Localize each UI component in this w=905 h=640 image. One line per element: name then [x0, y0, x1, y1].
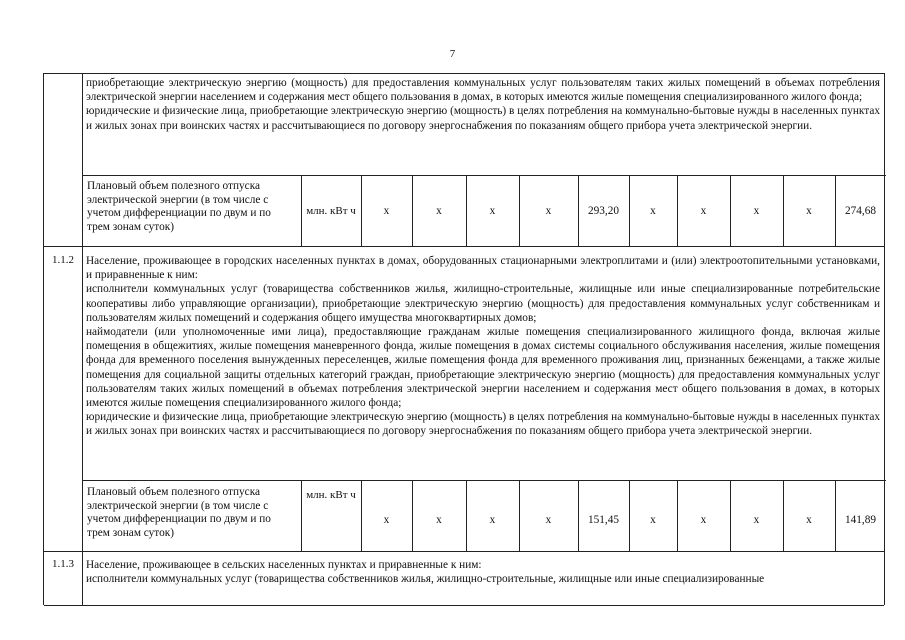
row1-value: х [700, 205, 707, 217]
row2-value: х [753, 514, 760, 526]
intro-text [86, 76, 880, 133]
row2-value: х [806, 514, 812, 526]
row1-label: Плановый объем полезного отпуска электрической энергии (в том числе с учетом дифференциации по двум и по трем зонам суток) [87, 180, 271, 233]
row1-value: х [545, 205, 552, 217]
section-number-1-1-3: 1.1.3 [52, 558, 74, 570]
row2-value: 151,45 [587, 514, 620, 526]
number-column-divider [82, 74, 83, 606]
row2-value: х [489, 514, 496, 526]
row1-value: х [436, 205, 442, 217]
section-1-1-3-text [86, 558, 880, 586]
section-1-1-3-paragraph-1: Население, проживающее в сельских населенных пунктах и приравненные к ним: [86, 559, 482, 571]
row2-col-line [301, 480, 302, 551]
row1-unit: млн. кВт ч [306, 205, 356, 217]
section-1-1-3-paragraph-2: исполнители коммунальных услуг (товарищества собственников жилья, жилищно-строительные, жилищные или иные специализированные [86, 573, 765, 586]
row2-unit: млн. кВт ч [306, 489, 356, 501]
row1-value: 274,68 [844, 205, 877, 217]
section-1-1-2-paragraph-4: юридические и физические лица, приобретающие электрическую энергию (мощность) в целях потребления на коммунально-бытовые нужды в населенных пунктах и жилых зонах при воинских частях и рассчитывающиеся по договору энергоснабжения по показаниям общего прибора учета электрической энергии. [86, 411, 880, 438]
section-1-1-2-paragraph-3: наймодатели (или уполномоченные ими лица), предоставляющие гражданам жилые помещения специализированного жилищного фонда, включая жилые помещения в общежитиях, жилые помещения маневренного фонда, жилые помещения в домах системы социального обслуживания населения, жилые помещения фонда для временного поселения вынужденных переселенцев, жилые помещения фонда для временного проживания лиц, признанных беженцами, а также жилые помещения для социальной защиты отдельных категорий граждан, приобретающие электрическую энергию (мощность) для предоставления коммунальных услуг пользователям таких жилых помещений в объемах потребления электрической энергии населением и содержания мест общего пользования в домах, в которых имеются жилые помещения специализированного жилого фонда; [86, 326, 880, 410]
row1-value: х [489, 205, 496, 217]
row-divider-4 [44, 551, 884, 552]
row2-value: х [436, 514, 442, 526]
row2-value: 141,89 [844, 514, 877, 526]
row-divider-1 [82, 175, 886, 176]
row1-value: х [383, 205, 390, 217]
row2-value: х [700, 514, 707, 526]
intro-paragraph-1: приобретающие электрическую энергию (мощность) для предоставления коммунальных услуг пользователям таких жилых помещений в объемах потребления электрической энергии населением и содержания мест общего пользования в домах, в которых имеются жилые помещения специализированного жилого фонда; [86, 77, 880, 104]
intro-paragraph-2: юридические и физические лица, приобретающие электрическую энергию (мощность) в целях потребления на коммунально-бытовые нужды в населенных пунктах и жилых зонах при воинских частях и рассчитывающиеся по договору энергоснабжения по показаниям общего прибора учета электрической энергии. [86, 105, 880, 132]
row1-col-line [301, 175, 302, 246]
section-1-1-2-paragraph-1: Население, проживающее в городских населенных пунктах в домах, оборудованных стационарными электроплитами и (или) электроотопительными установками, и приравненные к ним: [86, 255, 880, 282]
row1-value: х [753, 205, 760, 217]
section-1-1-2-paragraph-2: исполнители коммунальных услуг (товарищества собственников жилья, жилищно-строительные, жилищные или иные специализированные потребительские кооперативы либо управляющие организации), приобретающие электрическую энергию (мощность) для предоставления коммунальных услуг собственникам и пользователям жилых помещений и содержания общего имущества многоквартирных домов; [86, 283, 880, 324]
row2-value: х [650, 514, 656, 526]
page-number: 7 [449, 48, 456, 60]
row-divider-3 [82, 480, 886, 481]
row-divider-2 [44, 246, 884, 247]
tariff-table [43, 73, 885, 605]
table-bottom [44, 605, 884, 606]
row1-value: 293,20 [587, 205, 620, 217]
row2-value: х [383, 514, 390, 526]
section-number-1-1-2: 1.1.2 [52, 254, 74, 266]
row2-value: х [545, 514, 552, 526]
row1-value: х [806, 205, 812, 217]
row2-label: Плановый объем полезного отпуска электрической энергии (в том числе с учетом дифференциации по двум и по трем зонам суток) [87, 486, 271, 539]
row1-value: х [650, 205, 656, 217]
section-1-1-2-text [86, 254, 880, 439]
